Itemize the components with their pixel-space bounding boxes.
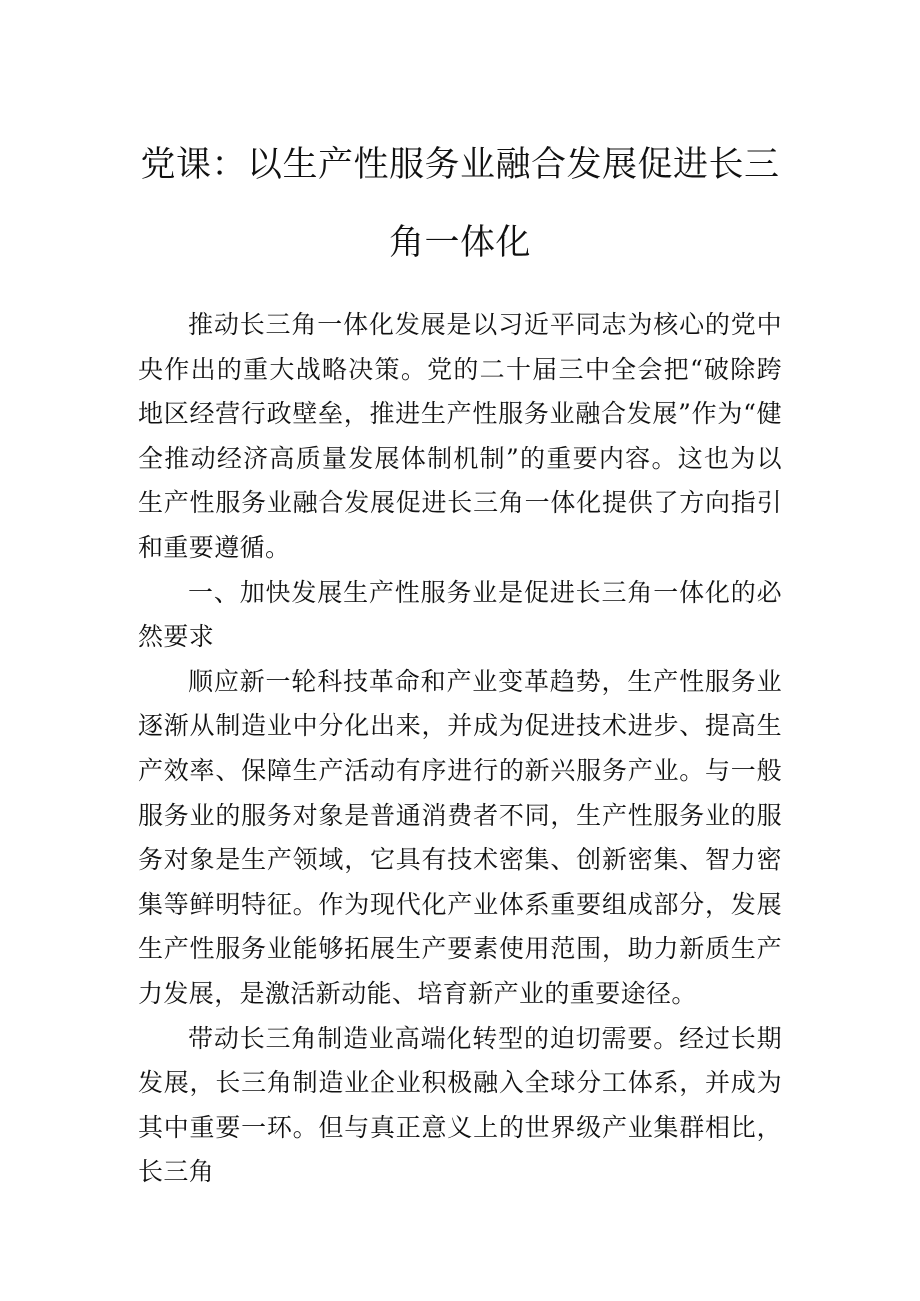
document-title-line-2: 角一体化: [388, 223, 531, 263]
paragraph-manufacturing: 带动长三角制造业高端化转型的迫切需要。经过长期发展，长三角制造业企业积极融入全球分工体系，并成为其中重要一环。但与真正意义上的世界级产业集群相比，长三角: [138, 1023, 782, 1187]
section-heading-1: 一、加快发展生产性服务业是促进长三角一体化的必然要求: [138, 577, 782, 652]
document-body: [138, 303, 782, 1195]
paragraph-service-industry: 顺应新一轮科技革命和产业变革趋势，生产性服务业逐渐从制造业中分化出来，并成为促进技术进步、提高生产效率、保障生产活动有序进行的新兴服务产业。与一般服务业的服务对象是普通消费者不同，生产性服务业的服务对象是生产领域，它具有技术密集、创新密集、智力密集等鲜明特征。作为现代化产业体系重要组成部分，发展生产性服务业能够拓展生产要素使用范围，助力新质生产力发展，是激活新动能、培育新产业的重要途径。: [138, 666, 782, 1008]
document-title: [130, 126, 790, 282]
document-title-line-1: 党课：以生产性服务业融合发展促进长三: [140, 145, 780, 185]
paragraph-intro: 推动长三角一体化发展是以习近平同志为核心的党中央作出的重大战略决策。党的二十届三中全会把“破除跨地区经营行政壁垒，推进生产性服务业融合发展”作为“健全推动经济高质量发展体制机制”的重要内容。这也为以生产性服务业融合发展促进长三角一体化提供了方向指引和重要遵循。: [138, 310, 782, 562]
